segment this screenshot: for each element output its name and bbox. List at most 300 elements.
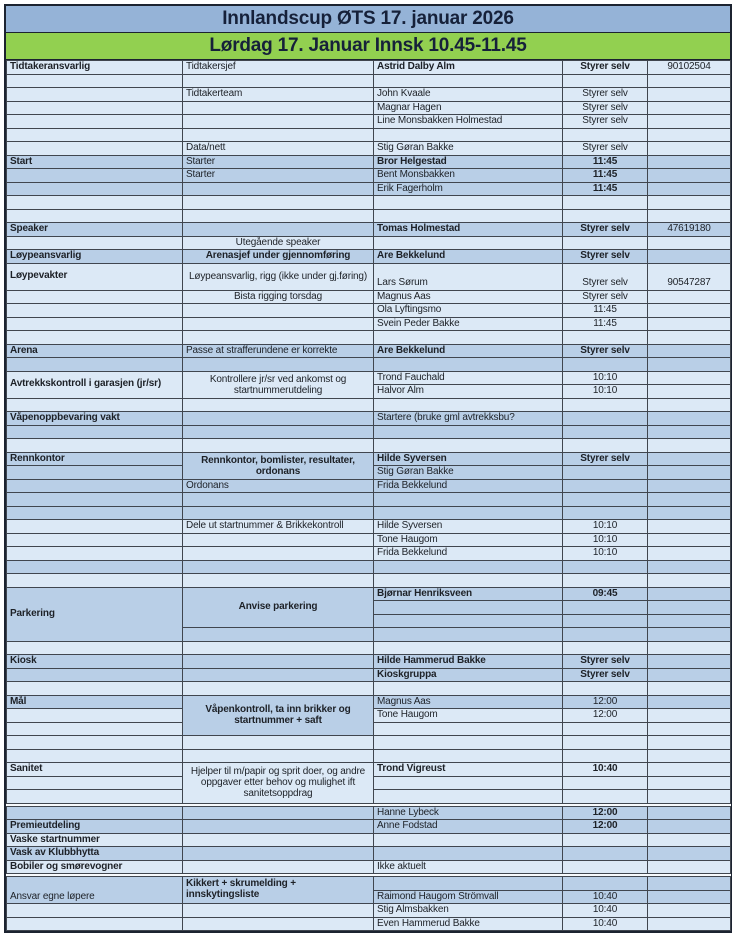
table-row	[7, 155, 731, 169]
table-row	[7, 88, 731, 102]
time-cell	[563, 574, 648, 588]
person-cell: Line Monsbakken Holmestad	[374, 115, 563, 129]
time-cell	[563, 722, 648, 736]
role-cell	[7, 574, 183, 588]
table-row	[7, 439, 731, 453]
role-cell: Parkering	[7, 587, 183, 641]
task-cell: Rennkontor, bomlister, resultater, ordonans	[183, 452, 374, 479]
phone-cell	[648, 385, 731, 399]
role-cell: Sanitet	[7, 763, 183, 777]
task-cell: Starter	[183, 155, 374, 169]
person-cell	[374, 560, 563, 574]
person-cell	[374, 209, 563, 223]
person-cell: John Kvaale	[374, 88, 563, 102]
time-cell	[563, 506, 648, 520]
phone-cell	[648, 877, 731, 891]
table-row	[7, 412, 731, 426]
task-cell	[183, 317, 374, 331]
task-cell: Starter	[183, 169, 374, 183]
role-cell	[7, 425, 183, 439]
person-cell	[374, 236, 563, 250]
phone-cell	[648, 142, 731, 156]
phone-cell	[648, 574, 731, 588]
time-cell	[563, 601, 648, 615]
person-cell	[374, 74, 563, 88]
phone-cell	[648, 439, 731, 453]
task-cell	[183, 904, 374, 918]
time-cell: 10:10	[563, 520, 648, 534]
table-row	[7, 587, 731, 601]
role-cell: Løypevakter	[7, 263, 183, 290]
phone-cell	[648, 182, 731, 196]
task-cell	[183, 358, 374, 372]
task-cell: Dele ut startnummer & Brikkekontroll	[183, 520, 374, 534]
person-cell	[374, 614, 563, 628]
role-cell	[7, 331, 183, 345]
task-cell	[183, 641, 374, 655]
task-cell	[183, 547, 374, 561]
role-cell	[7, 466, 183, 480]
table-row	[7, 115, 731, 129]
person-cell: Raimond Haugom Strömvall	[374, 890, 563, 904]
role-cell	[7, 904, 183, 918]
table-row	[7, 877, 731, 891]
person-cell	[374, 682, 563, 696]
person-cell: Frida Bekkelund	[374, 547, 563, 561]
person-cell	[374, 776, 563, 790]
time-cell: 12:00	[563, 709, 648, 723]
phone-cell	[648, 736, 731, 750]
task-cell	[183, 398, 374, 412]
phone-cell	[648, 466, 731, 480]
table-row	[7, 560, 731, 574]
time-cell	[563, 466, 648, 480]
role-cell: Start	[7, 155, 183, 169]
person-cell: Hilde Syversen	[374, 520, 563, 534]
person-cell: Lars Sørum	[374, 263, 563, 290]
person-cell: Magnus Aas	[374, 695, 563, 709]
table-row	[7, 682, 731, 696]
phone-cell	[648, 493, 731, 507]
task-cell	[183, 412, 374, 426]
phone-cell	[648, 317, 731, 331]
time-cell	[563, 560, 648, 574]
role-cell	[7, 358, 183, 372]
time-cell	[563, 236, 648, 250]
time-cell: Styrer selv	[563, 452, 648, 466]
time-cell: 10:40	[563, 890, 648, 904]
time-cell	[563, 736, 648, 750]
time-cell	[563, 398, 648, 412]
person-cell: Hilde Syversen	[374, 452, 563, 466]
task-cell	[183, 628, 374, 642]
time-cell	[563, 358, 648, 372]
person-cell	[374, 425, 563, 439]
task-cell: Hjelper til m/papir og sprit doer, og andre oppgaver etter behov og mulighet ift sanitetsoppdrag	[183, 763, 374, 804]
table-row	[7, 506, 731, 520]
role-cell: Tidtakeransvarlig	[7, 61, 183, 75]
role-cell	[7, 709, 183, 723]
phone-cell	[648, 547, 731, 561]
table-row	[7, 641, 731, 655]
person-cell: Bent Monsbakken	[374, 169, 563, 183]
table-row	[7, 358, 731, 372]
person-cell: Bjørnar Henriksveen	[374, 587, 563, 601]
phone-cell	[648, 128, 731, 142]
phone-cell: 47619180	[648, 223, 731, 237]
role-cell: Bobiler og smørevogner	[7, 860, 183, 874]
table-row	[7, 749, 731, 763]
task-cell: Anvise parkering	[183, 587, 374, 628]
task-cell	[183, 493, 374, 507]
person-cell	[374, 736, 563, 750]
phone-cell: 90547287	[648, 263, 731, 290]
time-cell	[563, 425, 648, 439]
roster-table-body	[7, 61, 731, 931]
time-cell	[563, 790, 648, 804]
person-cell	[374, 601, 563, 615]
table-row	[7, 344, 731, 358]
time-cell	[563, 776, 648, 790]
time-cell: 10:10	[563, 371, 648, 385]
role-cell	[7, 74, 183, 88]
phone-cell	[648, 641, 731, 655]
time-cell	[563, 128, 648, 142]
task-cell: Tidtakersjef	[183, 61, 374, 75]
time-cell: Styrer selv	[563, 250, 648, 264]
phone-cell	[648, 722, 731, 736]
phone-cell	[648, 820, 731, 834]
person-cell: Are Bekkelund	[374, 250, 563, 264]
task-cell	[183, 74, 374, 88]
time-cell: 11:45	[563, 182, 648, 196]
table-row	[7, 304, 731, 318]
person-cell: Ikke aktuelt	[374, 860, 563, 874]
task-cell: Kontrollere jr/sr ved ankomst og startnummerutdeling	[183, 371, 374, 398]
role-cell: Avtrekkskontroll i garasjen (jr/sr)	[7, 371, 183, 398]
role-cell: Mål	[7, 695, 183, 709]
role-cell	[7, 317, 183, 331]
person-cell: Bror Helgestad	[374, 155, 563, 169]
task-cell: Utegående speaker	[183, 236, 374, 250]
person-cell	[374, 833, 563, 847]
table-row	[7, 398, 731, 412]
task-cell	[183, 439, 374, 453]
table-row	[7, 236, 731, 250]
task-cell: Tidtakerteam	[183, 88, 374, 102]
table-row	[7, 128, 731, 142]
person-cell: Stig Almsbakken	[374, 904, 563, 918]
phone-cell	[648, 917, 731, 931]
task-cell	[183, 223, 374, 237]
person-cell: Kioskgruppa	[374, 668, 563, 682]
time-cell	[563, 682, 648, 696]
table-row	[7, 250, 731, 264]
table-row	[7, 820, 731, 834]
time-cell: 10:10	[563, 547, 648, 561]
person-cell	[374, 398, 563, 412]
time-cell: Styrer selv	[563, 655, 648, 669]
phone-cell	[648, 520, 731, 534]
person-cell	[374, 722, 563, 736]
table-row	[7, 142, 731, 156]
time-cell	[563, 209, 648, 223]
role-cell	[7, 506, 183, 520]
task-cell: Data/nett	[183, 142, 374, 156]
time-cell: Styrer selv	[563, 223, 648, 237]
phone-cell	[648, 749, 731, 763]
role-cell	[7, 722, 183, 736]
time-cell: 12:00	[563, 695, 648, 709]
time-cell	[563, 479, 648, 493]
person-cell: Startere (bruke gml avtrekksbu?	[374, 412, 563, 426]
person-cell: Trond Vigreust	[374, 763, 563, 777]
table-row	[7, 833, 731, 847]
phone-cell	[648, 358, 731, 372]
table-row	[7, 695, 731, 709]
person-cell: Frida Bekkelund	[374, 479, 563, 493]
person-cell	[374, 196, 563, 210]
task-cell	[183, 574, 374, 588]
person-cell	[374, 847, 563, 861]
task-cell	[183, 209, 374, 223]
time-cell	[563, 439, 648, 453]
role-cell	[7, 88, 183, 102]
table-row	[7, 547, 731, 561]
role-cell: Vask av Klubbhytta	[7, 847, 183, 861]
role-cell	[7, 560, 183, 574]
person-cell	[374, 493, 563, 507]
table-row	[7, 169, 731, 183]
task-cell	[183, 860, 374, 874]
time-cell: 11:45	[563, 317, 648, 331]
phone-cell	[648, 169, 731, 183]
task-cell: Bista rigging torsdag	[183, 290, 374, 304]
time-cell: 11:45	[563, 169, 648, 183]
task-cell	[183, 182, 374, 196]
time-cell	[563, 833, 648, 847]
phone-cell	[648, 847, 731, 861]
phone-cell	[648, 890, 731, 904]
table-row	[7, 371, 731, 385]
time-cell: Styrer selv	[563, 142, 648, 156]
phone-cell	[648, 371, 731, 385]
person-cell: Svein Peder Bakke	[374, 317, 563, 331]
task-cell	[183, 115, 374, 129]
person-cell	[374, 749, 563, 763]
phone-cell	[648, 709, 731, 723]
person-cell: Astrid Dalby Alm	[374, 61, 563, 75]
role-cell	[7, 439, 183, 453]
roster-table	[6, 60, 731, 931]
role-cell	[7, 182, 183, 196]
table-row	[7, 182, 731, 196]
task-cell: Passe at strafferundene er korrekte	[183, 344, 374, 358]
person-cell: Erik Fagerholm	[374, 182, 563, 196]
role-cell	[7, 196, 183, 210]
task-cell	[183, 668, 374, 682]
phone-cell	[648, 776, 731, 790]
time-cell	[563, 877, 648, 891]
task-cell	[183, 331, 374, 345]
role-cell	[7, 776, 183, 790]
time-cell: Styrer selv	[563, 263, 648, 290]
page-subtitle: Lørdag 17. Januar Innsk 10.45-11.45	[6, 33, 730, 60]
time-cell: Styrer selv	[563, 344, 648, 358]
table-row	[7, 806, 731, 820]
role-cell: Premieutdeling	[7, 820, 183, 834]
table-row	[7, 533, 731, 547]
task-cell: Kikkert + skrumelding + innskytingsliste	[183, 877, 374, 904]
role-cell	[7, 101, 183, 115]
person-cell: Anne Fodstad	[374, 820, 563, 834]
role-cell	[7, 790, 183, 804]
phone-cell	[648, 790, 731, 804]
role-cell	[7, 493, 183, 507]
time-cell	[563, 847, 648, 861]
table-row	[7, 209, 731, 223]
task-cell: Arenasjef under gjennomføring	[183, 250, 374, 264]
role-cell	[7, 142, 183, 156]
task-cell	[183, 128, 374, 142]
role-cell	[7, 169, 183, 183]
role-cell	[7, 668, 183, 682]
table-row	[7, 101, 731, 115]
phone-cell	[648, 196, 731, 210]
table-row	[7, 331, 731, 345]
person-cell: Hilde Hammerud Bakke	[374, 655, 563, 669]
phone-cell	[648, 695, 731, 709]
time-cell: 12:00	[563, 820, 648, 834]
task-cell: Våpenkontroll, ta inn brikker og startnummer + saft	[183, 695, 374, 736]
task-cell	[183, 749, 374, 763]
page-title: Innlandscup ØTS 17. januar 2026	[6, 6, 730, 33]
phone-cell	[648, 682, 731, 696]
table-row	[7, 917, 731, 931]
phone-cell	[648, 209, 731, 223]
role-cell	[7, 806, 183, 820]
time-cell	[563, 860, 648, 874]
person-cell	[374, 628, 563, 642]
task-cell	[183, 736, 374, 750]
person-cell	[374, 641, 563, 655]
time-cell	[563, 628, 648, 642]
table-row	[7, 317, 731, 331]
phone-cell	[648, 601, 731, 615]
time-cell: Styrer selv	[563, 668, 648, 682]
person-cell: Are Bekkelund	[374, 344, 563, 358]
time-cell: 10:40	[563, 904, 648, 918]
phone-cell	[648, 115, 731, 129]
table-row	[7, 290, 731, 304]
table-row	[7, 493, 731, 507]
task-cell	[183, 655, 374, 669]
time-cell: Styrer selv	[563, 115, 648, 129]
role-cell: Rennkontor	[7, 452, 183, 466]
phone-cell	[648, 560, 731, 574]
person-cell: Halvor Alm	[374, 385, 563, 399]
table-row	[7, 668, 731, 682]
person-cell: Trond Fauchald	[374, 371, 563, 385]
role-cell	[7, 917, 183, 931]
table-row	[7, 574, 731, 588]
phone-cell	[648, 506, 731, 520]
role-cell	[7, 479, 183, 493]
phone-cell	[648, 74, 731, 88]
table-row	[7, 847, 731, 861]
person-cell	[374, 358, 563, 372]
person-cell	[374, 331, 563, 345]
role-cell	[7, 304, 183, 318]
phone-cell	[648, 479, 731, 493]
phone-cell	[648, 331, 731, 345]
role-cell: Ansvar egne løpere	[7, 877, 183, 904]
phone-cell	[648, 833, 731, 847]
person-cell: Hanne Lybeck	[374, 806, 563, 820]
person-cell	[374, 439, 563, 453]
task-cell	[183, 820, 374, 834]
role-cell: Speaker	[7, 223, 183, 237]
task-cell: Løypeansvarlig, rigg (ikke under gj.føring)	[183, 263, 374, 290]
table-row	[7, 223, 731, 237]
role-cell	[7, 236, 183, 250]
task-cell	[183, 560, 374, 574]
time-cell: 11:45	[563, 304, 648, 318]
person-cell: Even Hammerud Bakke	[374, 917, 563, 931]
phone-cell	[648, 614, 731, 628]
task-cell	[183, 847, 374, 861]
phone-cell	[648, 668, 731, 682]
time-cell: Styrer selv	[563, 88, 648, 102]
phone-cell	[648, 533, 731, 547]
role-cell	[7, 641, 183, 655]
phone-cell	[648, 904, 731, 918]
table-row	[7, 61, 731, 75]
phone-cell	[648, 304, 731, 318]
role-cell	[7, 290, 183, 304]
person-cell: Ola Lyftingsmo	[374, 304, 563, 318]
role-cell: Våpenoppbevaring vakt	[7, 412, 183, 426]
phone-cell	[648, 860, 731, 874]
task-cell	[183, 682, 374, 696]
phone-cell	[648, 806, 731, 820]
table-row	[7, 425, 731, 439]
table-row	[7, 479, 731, 493]
time-cell	[563, 74, 648, 88]
role-cell	[7, 520, 183, 534]
role-cell	[7, 398, 183, 412]
phone-cell	[648, 250, 731, 264]
time-cell: 10:40	[563, 763, 648, 777]
role-cell: Løypeansvarlig	[7, 250, 183, 264]
table-row	[7, 655, 731, 669]
person-cell: Magnus Aas	[374, 290, 563, 304]
phone-cell	[648, 452, 731, 466]
role-cell	[7, 547, 183, 561]
role-cell	[7, 115, 183, 129]
time-cell: 09:45	[563, 587, 648, 601]
role-cell: Arena	[7, 344, 183, 358]
table-row	[7, 520, 731, 534]
person-cell	[374, 506, 563, 520]
table-row	[7, 736, 731, 750]
person-cell	[374, 574, 563, 588]
person-cell	[374, 128, 563, 142]
person-cell: Tone Haugom	[374, 709, 563, 723]
person-cell: Tomas Holmestad	[374, 223, 563, 237]
person-cell: Stig Gøran Bakke	[374, 466, 563, 480]
time-cell	[563, 412, 648, 426]
